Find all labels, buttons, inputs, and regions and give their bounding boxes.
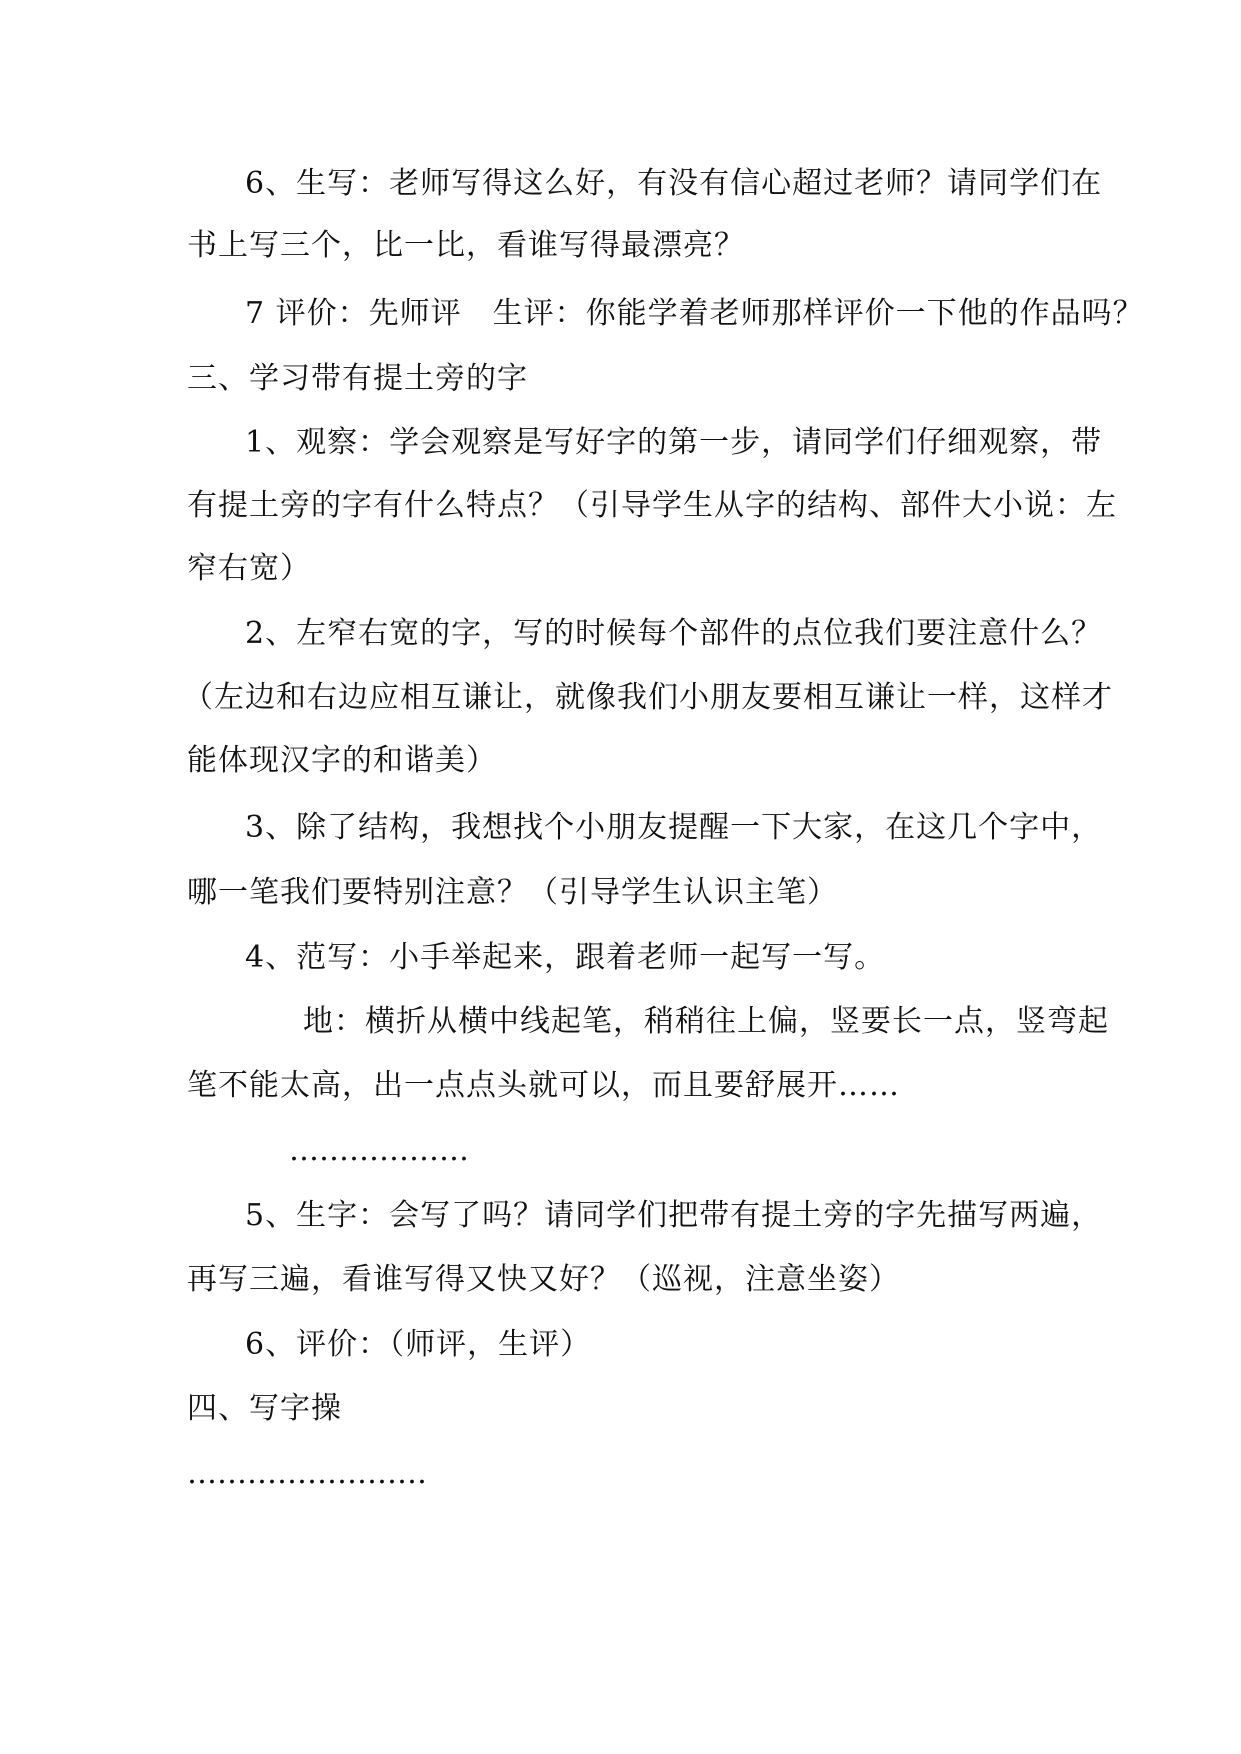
paragraph-line: 地：横折从横中线起笔，稍稍往上偏，竖要长一点，竖弯起	[303, 1004, 1109, 1039]
paragraph-line: 笔不能太高，出一点点头就可以，而且要舒展开……	[187, 1068, 900, 1103]
paragraph-line: 书上写三个，比一比，看谁写得最漂亮？	[187, 228, 745, 263]
section-heading: 四、写字操	[187, 1391, 342, 1426]
paragraph-line: 1、观察：学会观察是写好字的第一步，请同学们仔细观察，带	[245, 425, 1103, 460]
paragraph-line: 5、生字：会写了吗？请同学们把带有提土旁的字先描写两遍，	[245, 1198, 1103, 1233]
paragraph-line: 7 评价：先师评 生评：你能学着老师那样评价一下他的作品吗？	[245, 296, 1144, 331]
section-heading: 三、学习带有提土旁的字	[187, 361, 528, 396]
paragraph-line: 3、除了结构，我想找个小朋友提醒一下大家，在这几个字中，	[245, 810, 1103, 845]
paragraph-line: 6、生写：老师写得这么好，有没有信心超过老师？请同学们在	[245, 166, 1103, 201]
paragraph-line: 有提土旁的字有什么特点？（引导学生从字的结构、部件大小说：左	[187, 488, 1117, 523]
paragraph-line: 哪一笔我们要特别注意？（引导学生认识主笔）	[187, 875, 838, 910]
paragraph-line: 4、范写：小手举起来，跟着老师一起写一写。	[245, 940, 886, 975]
paragraph-line: 2、左窄右宽的字，写的时候每个部件的点位我们要注意什么？	[245, 616, 1103, 651]
paragraph-line: （左边和右边应相互谦让，就像我们小朋友要相互谦让一样，这样才	[183, 680, 1113, 715]
ellipsis-line: ……………………	[187, 1456, 427, 1491]
paragraph-line: 6、评价：（师评，生评）	[245, 1327, 592, 1362]
paragraph-line: 窄右宽）	[187, 551, 311, 586]
paragraph-line: 能体现汉字的和谐美）	[187, 743, 497, 778]
paragraph-line: 再写三遍，看谁写得又快又好？（巡视，注意坐姿）	[187, 1262, 900, 1297]
ellipsis-line: ………………	[289, 1133, 469, 1168]
